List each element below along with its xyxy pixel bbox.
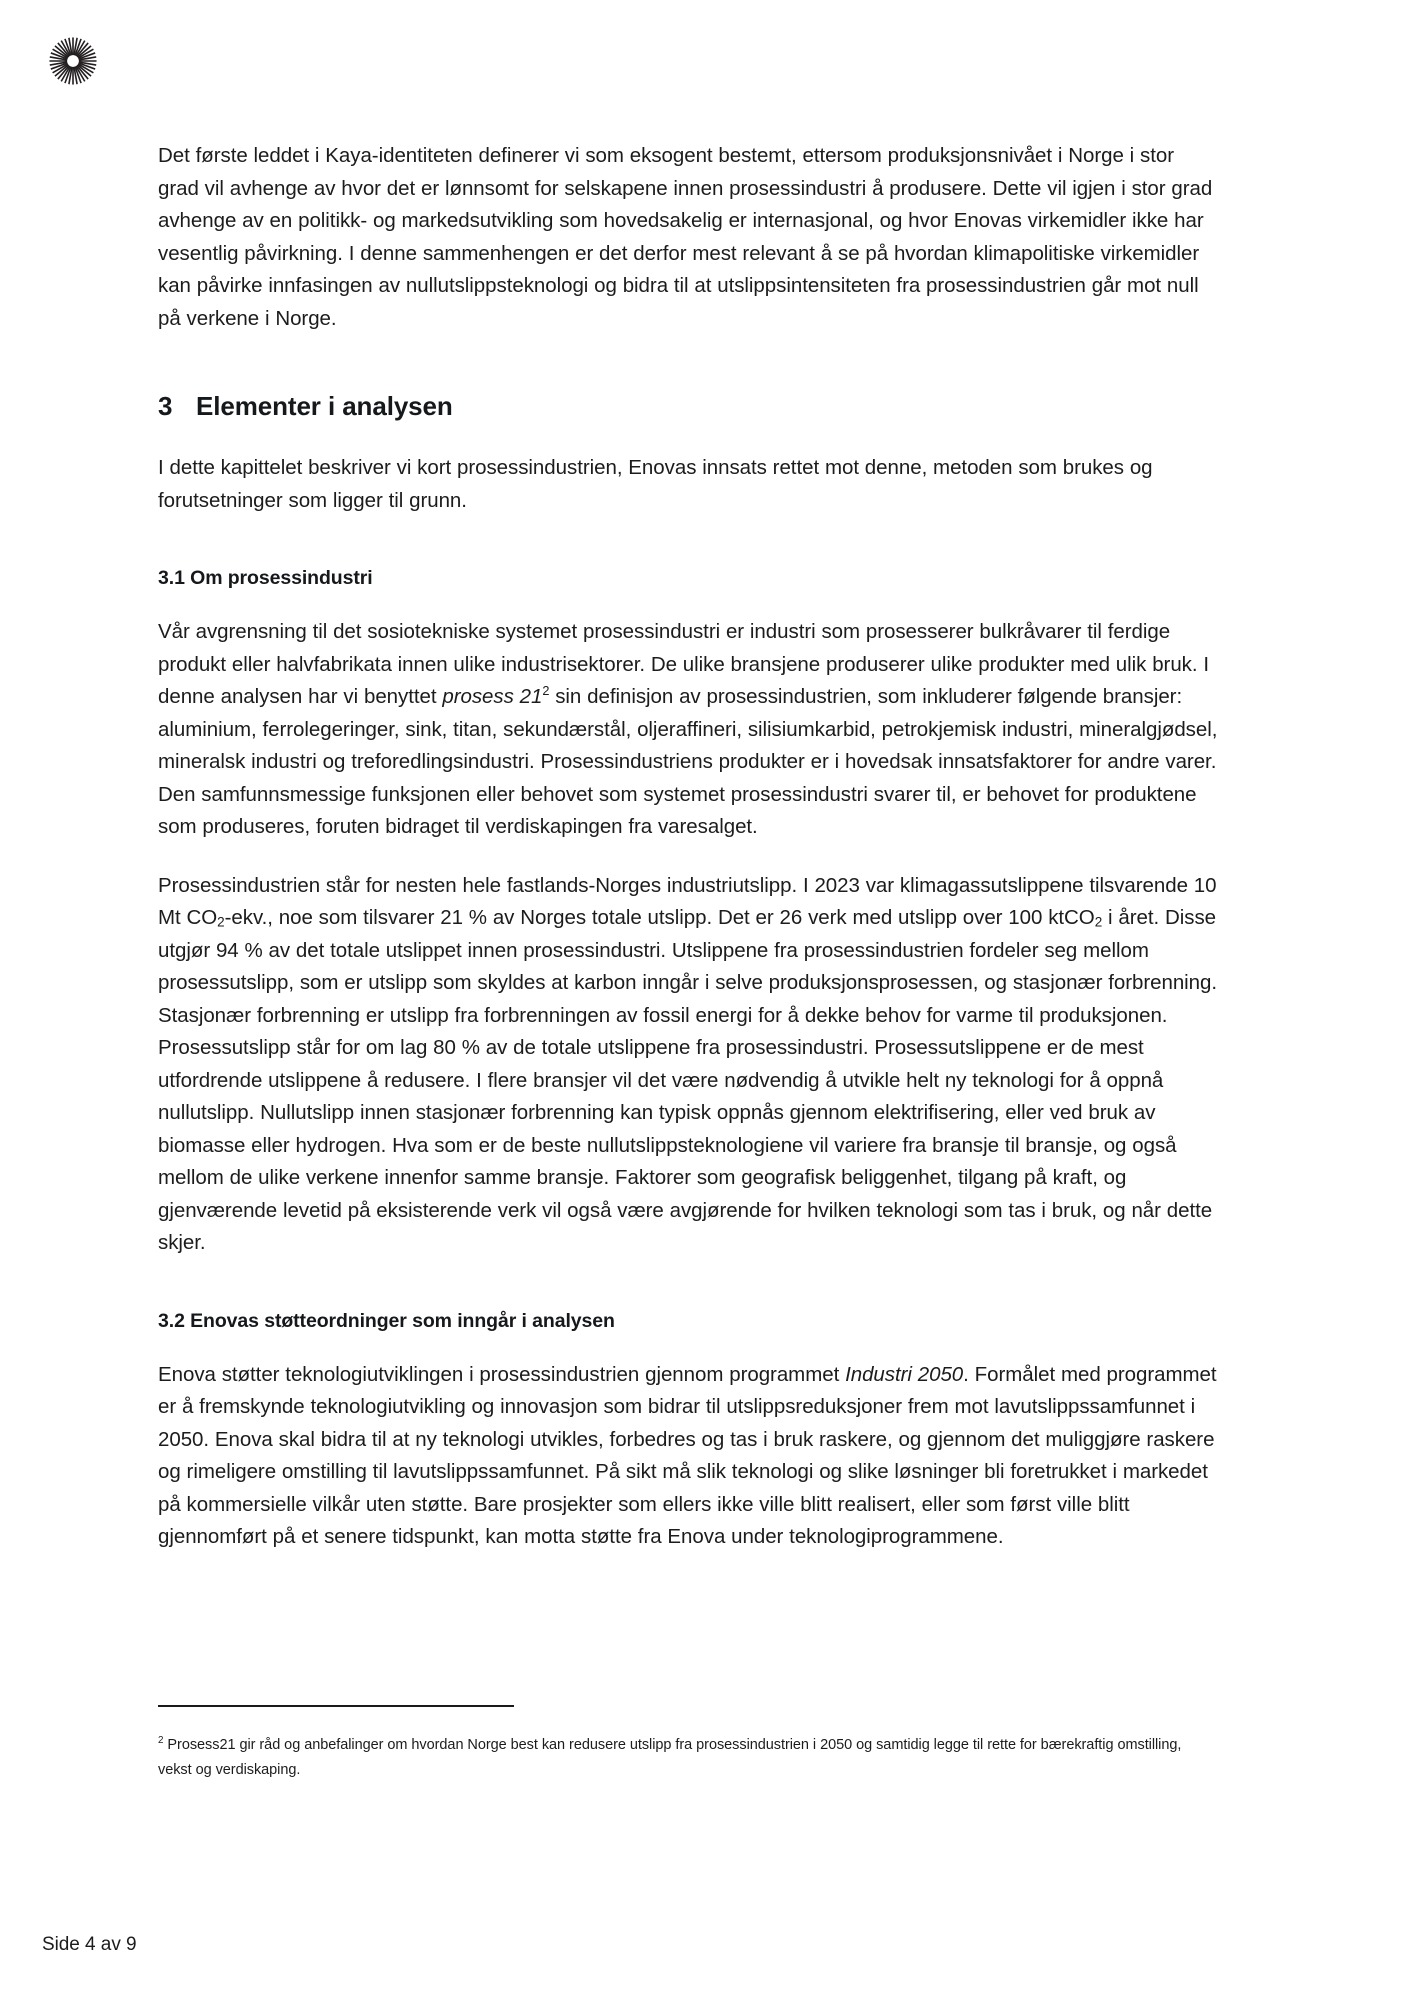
chapter-heading	[158, 391, 1218, 422]
section-3-2-heading: 3.2 Enovas støtteordninger som inngår i analysen	[158, 1309, 615, 1332]
section-3-2-paragraph-1	[158, 1359, 1218, 1554]
section-3-1-paragraph-2	[158, 870, 1218, 1260]
p2-text-segment-3: i året. Disse utgjør 94 % av det totale utslippet innen prosessindustri. Utslippene fra prosessindustrien fordeler seg mellom prosessutslipp, som er utslipp som skyldes at karbon inngår i selve produksjonsprosessen, og stasjonær forbrenning. Stasjonær forbrenning er utslipp fra forbrenningen av fossil energi for å dekke behov for varme til produksjonen. Prosessutslipp står for om lag 80 % av de totale utslippene fra prosessindustri. Prosessutslippene er de mest utfordrende utslippene å redusere. I flere bransjer vil det være nødvendig å utvikle helt ny teknologi for å oppnå nullutslipp. Nullutslipp innen stasjonær forbrenning kan typisk oppnås gjennom elektrifisering, eller ved bruk av biomasse eller hydrogen. Hva som er de beste nullutslippsteknologiene vil variere fra bransje til bransje, og også mellom de ulike verkene innenfor samme bransje. Faktorer som geografisk beliggenhet, tilgang på kraft, og gjenværende levetid på eksisterende verk vil også være avgjørende for hvilken teknologi som tas i bruk, og når dette skjer.	[158, 906, 1218, 1254]
chapter-title: Elementer i analysen	[196, 391, 453, 421]
footnote-number: 2	[158, 1735, 164, 1747]
co2-subscript-1: 2	[217, 914, 225, 930]
p3-text-part-1: Enova støtter teknologiutviklingen i prosessindustrien gjennom programmet	[158, 1362, 846, 1386]
footnote-area	[158, 1705, 1218, 1783]
p3-text-part-2: . Formålet med programmet er å fremskynde teknologiutvikling og innovasjon som bidrar til utslippsreduksjoner frem mot lavutslippssamfunnet i 2050. Enova skal bidra til at ny teknologi utvikles, forbedres og tas i bruk raskere, og gjennom det muliggjøre raskere og rimeligere omstilling til lavutslippssamfunnet. På sikt må slik teknologi og slike løsninger bli foretrukket i markedet på kommersielle vilkår uten støtte. Bare prosjekter som ellers ikke ville blitt realisert, eller som først ville blitt gjennomført på et senere tidspunkt, kan motta støtte fra Enova under teknologiprogrammene.	[158, 1362, 1217, 1548]
industri-2050-italic: Industri 2050	[845, 1362, 964, 1386]
document-content	[158, 140, 1218, 1554]
sunburst-logo-icon	[42, 30, 104, 92]
intro-paragraph: Det første leddet i Kaya-identiteten definerer vi som eksogent bestemt, ettersom produksjonsnivået i Norge i stor grad vil avhenge av hvor det er lønnsomt for selskapene innen prosessindustri å produsere. Dette vil igjen i stor grad avhenge av en politikk- og markedsutvikling som hovedsakelig er internasjonal, og hvor Enovas virkemidler ikke har vesentlig påvirkning. I denne sammenhengen er det derfor mest relevant å se på hvordan klimapolitiske virkemidler kan påvirke innfasingen av nullutslippsteknologi og bidra til at utslippsintensiteten fra prosessindustrien går mot null på verkene i Norge.	[158, 144, 1213, 330]
p2-text-segment-1: Prosessindustrien står for nesten hele fastlands-Norges industriutslipp. I 2023 var klimagassutslippene tilsvarende 10 Mt CO	[158, 873, 1217, 929]
section-3-1-heading: 3.1 Om prosessindustri	[158, 567, 373, 589]
footnote-separator-rule	[158, 1705, 514, 1707]
footnote-reference-marker[interactable]: 2	[542, 683, 550, 699]
page-footer: Side 4 av 9	[42, 1934, 137, 1955]
chapter-intro-paragraph: I dette kapittelet beskriver vi kort prosessindustrien, Enovas innsats rettet mot denne, metoden som brukes og forutsetninger som ligger til grunn.	[158, 456, 1153, 512]
prosess21-italic: prosess 21	[442, 685, 543, 708]
p1-text-part-2: sin definisjon av prosessindustrien, som inkluderer følgende bransjer: aluminium, ferrolegeringer, sink, titan, sekundærstål, oljeraffineri, silisiumkarbid, petrokjemisk industri, mineralgjødsel, mineralsk industri og treforedlingsindustri. Prosessindustriens produkter er i hovedsak innsatsfaktorer for andre varer. Den samfunnsmessige funksjonen eller behovet som systemet prosessindustri svarer til, er behovet for produktene som produseres, foruten bidraget til verdiskapingen fra varesalget.	[158, 685, 1218, 838]
co2-subscript-2: 2	[1094, 914, 1103, 930]
footnote-text	[158, 1733, 1218, 1783]
chapter-number: 3	[158, 391, 173, 421]
footnote-body: Prosess21 gir råd og anbefalinger om hvordan Norge best kan redusere utslipp fra prosessindustrien i 2050 og samtidig legge til rette for bærekraftig omstilling, vekst og verdiskaping.	[158, 1737, 1182, 1778]
section-3-1-paragraph-1	[158, 616, 1218, 844]
p1-text-part-1: Vår avgrensning til det sosiotekniske systemet prosessindustri er industri som prosesserer bulkråvarer til ferdige produkt eller halvfabrikata innen ulike industrisektorer. De ulike bransjene produserer ulike produkter med ulik bruk. I denne analysen har vi benyttet	[158, 620, 1210, 708]
p2-text-segment-2: -ekv., noe som tilsvarer 21 % av Norges totale utslipp. Det er 26 verk med utslipp over 100 ktCO	[224, 906, 1095, 929]
